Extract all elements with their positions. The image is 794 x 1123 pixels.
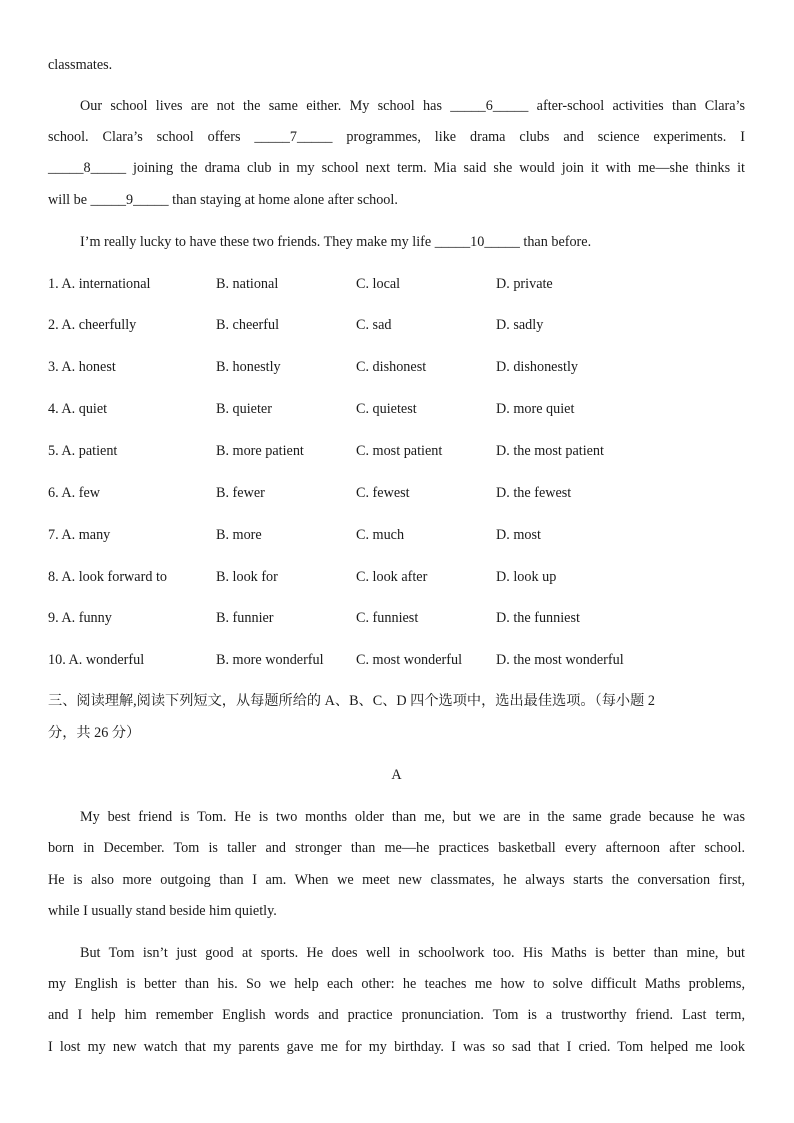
- option-b: B. quieter: [216, 401, 272, 417]
- option-a: 6. A. few: [48, 485, 101, 501]
- option-d: D. dishonestly: [496, 359, 578, 375]
- option-b: B. national: [216, 276, 279, 292]
- option-c: C. much: [356, 527, 405, 543]
- option-c: C. look after: [356, 569, 428, 585]
- passage-line: My best friend is Tom. He is two months older than me, but we are in the same grade because he was: [80, 809, 745, 825]
- option-b: B. look for: [216, 569, 278, 585]
- option-d: D. more quiet: [496, 401, 575, 417]
- passage-line: I’m really lucky to have these two friends. They make my life _____10_____ than before.: [80, 234, 592, 250]
- section-heading: 三、阅读理解,阅读下列短文，从每题所给的 A、B、C、D 四个选项中，选出最佳选项。（每小题 2: [48, 693, 655, 709]
- option-d: D. private: [496, 276, 553, 292]
- option-a: 3. A. honest: [48, 359, 116, 375]
- option-a: 1. A. international: [48, 276, 151, 292]
- option-a: 7. A. many: [48, 527, 111, 543]
- option-c: C. fewest: [356, 485, 410, 501]
- option-c: C. most wonderful: [356, 652, 463, 668]
- option-c: C. local: [356, 276, 401, 292]
- option-d: D. most: [496, 527, 541, 543]
- option-b: B. fewer: [216, 485, 265, 501]
- passage-line: while I usually stand beside him quietly.: [48, 903, 277, 919]
- option-a: 9. A. funny: [48, 610, 112, 626]
- passage-line: _____8_____ joining the drama club in my school next term. Mia said she would join it with me—she thinks it: [48, 160, 745, 176]
- option-c: C. funniest: [356, 610, 419, 626]
- option-a: 10. A. wonderful: [48, 652, 145, 668]
- option-a: 8. A. look forward to: [48, 569, 167, 585]
- option-c: C. sad: [356, 317, 392, 333]
- passage-line: and I help him remember English words and practice pronunciation. Tom is a trustworthy friend. Last term,: [48, 1007, 745, 1023]
- passage-line: school. Clara’s school offers _____7_____ programmes, like drama clubs and science experiments. I: [48, 129, 745, 145]
- option-d: D. the most patient: [496, 443, 604, 459]
- option-a: 5. A. patient: [48, 443, 118, 459]
- passage-label: A: [391, 767, 402, 783]
- option-b: B. more patient: [216, 443, 304, 459]
- option-d: D. sadly: [496, 317, 544, 333]
- option-a: 2. A. cheerfully: [48, 317, 137, 333]
- option-d: D. the most wonderful: [496, 652, 624, 668]
- option-c: C. most patient: [356, 443, 443, 459]
- section-heading-cont: 分，共 26 分）: [48, 725, 141, 741]
- option-b: B. honestly: [216, 359, 281, 375]
- passage-line: But Tom isn’t just good at sports. He does well in schoolwork too. His Maths is better than mine, but: [80, 945, 745, 961]
- passage-line: I lost my new watch that my parents gave me for my birthday. I was so sad that I cried. Tom helped me look: [48, 1039, 745, 1055]
- option-c: C. quietest: [356, 401, 417, 417]
- option-b: B. more wonderful: [216, 652, 324, 668]
- passage-line: will be _____9_____ than staying at home alone after school.: [48, 192, 398, 208]
- passage-line: He is also more outgoing than I am. When we meet new classmates, he always starts the conversation first,: [48, 872, 745, 888]
- option-c: C. dishonest: [356, 359, 427, 375]
- option-d: D. the funniest: [496, 610, 580, 626]
- option-b: B. funnier: [216, 610, 274, 626]
- passage-line: classmates.: [48, 57, 113, 73]
- option-a: 4. A. quiet: [48, 401, 108, 417]
- option-d: D. the fewest: [496, 485, 572, 501]
- option-b: B. cheerful: [216, 317, 280, 333]
- passage-line: my English is better than his. So we help each other: he teaches me how to solve difficult Maths problems,: [48, 976, 745, 992]
- option-d: D. look up: [496, 569, 557, 585]
- option-b: B. more: [216, 527, 262, 543]
- passage-line: born in December. Tom is taller and stronger than me—he practices basketball every afternoon after school.: [48, 840, 745, 856]
- passage-line: Our school lives are not the same either. My school has _____6_____ after-school activities than Clara’s: [80, 98, 745, 114]
